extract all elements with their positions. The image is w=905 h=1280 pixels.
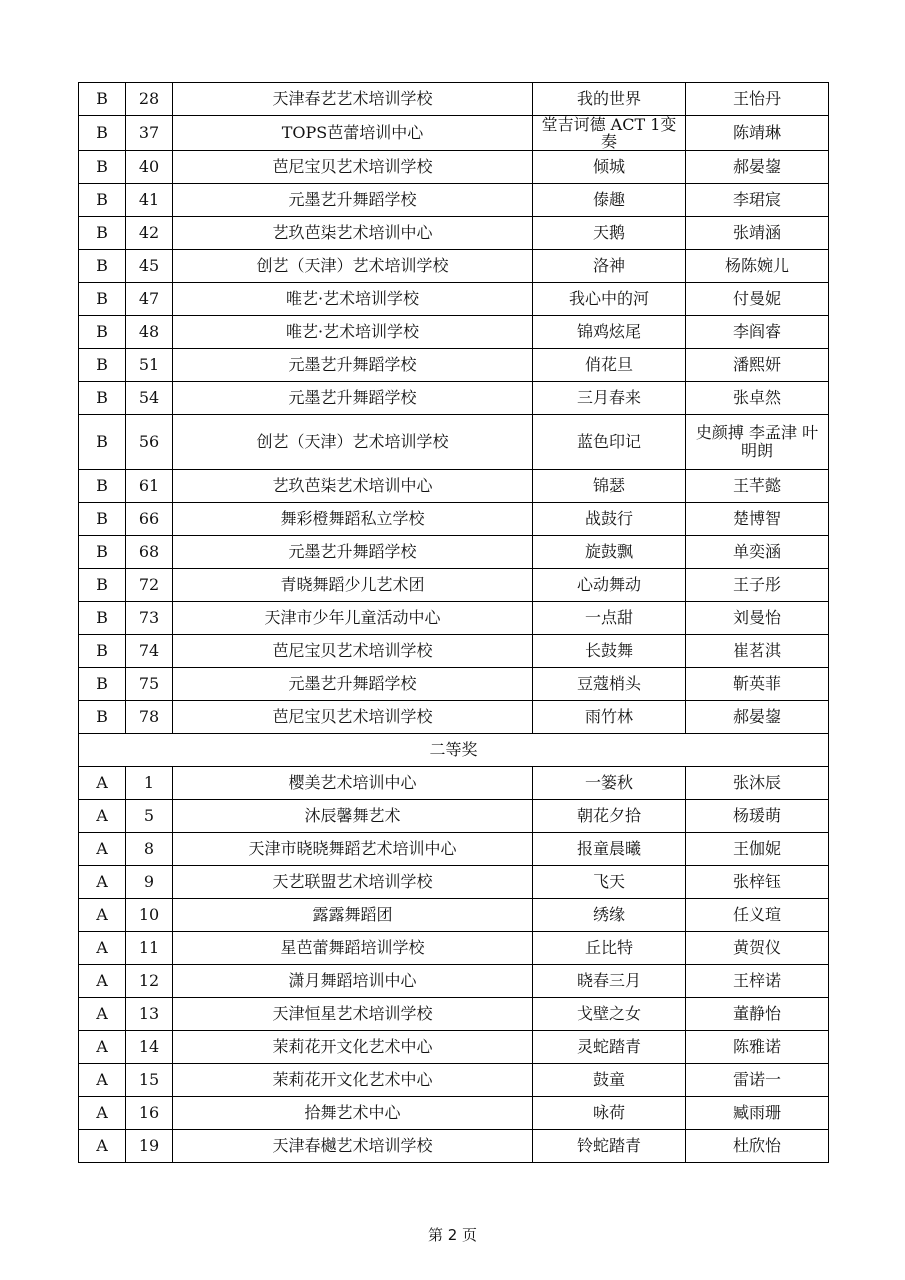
table-row — [79, 1130, 829, 1163]
number-cell: 19 — [126, 1130, 173, 1163]
school-cell: 天津市晓晓舞蹈艺术培训中心 — [173, 833, 533, 866]
participant-name-cell: 雷诺一 — [686, 1064, 829, 1097]
participant-name-cell: 杜欣怡 — [686, 1130, 829, 1163]
table-row — [79, 250, 829, 283]
work-title-cell: 咏荷 — [533, 1097, 686, 1130]
table-row — [79, 1064, 829, 1097]
participant-name-cell: 刘曼怡 — [686, 602, 829, 635]
work-title-cell: 堂吉诃德 ACT 1变奏 — [533, 116, 686, 151]
table-row — [79, 899, 829, 932]
school-cell: 星芭蕾舞蹈培训学校 — [173, 932, 533, 965]
number-cell: 72 — [126, 569, 173, 602]
number-cell: 37 — [126, 116, 173, 151]
level-cell: B — [79, 250, 126, 283]
participant-name-cell: 付曼妮 — [686, 283, 829, 316]
work-title-cell: 傣趣 — [533, 184, 686, 217]
table-row — [79, 470, 829, 503]
table-row — [79, 965, 829, 998]
table-row — [79, 866, 829, 899]
participant-name-cell: 王怡丹 — [686, 83, 829, 116]
award-table-body — [79, 83, 829, 1163]
participant-name-cell: 王芊懿 — [686, 470, 829, 503]
school-cell: 舞彩橙舞蹈私立学校 — [173, 503, 533, 536]
school-cell: 艺玖芭柒艺术培训中心 — [173, 470, 533, 503]
level-cell: A — [79, 932, 126, 965]
level-cell: B — [79, 701, 126, 734]
participant-name-cell: 杨陈婉儿 — [686, 250, 829, 283]
number-cell: 45 — [126, 250, 173, 283]
number-cell: 56 — [126, 415, 173, 470]
work-title-cell: 戈壁之女 — [533, 998, 686, 1031]
participant-name-cell: 张梓钰 — [686, 866, 829, 899]
table-row — [79, 635, 829, 668]
work-title-cell: 绣缘 — [533, 899, 686, 932]
table-row — [79, 151, 829, 184]
participant-name-cell: 单奕涵 — [686, 536, 829, 569]
number-cell: 54 — [126, 382, 173, 415]
number-cell: 40 — [126, 151, 173, 184]
school-cell: 天津恒星艺术培训学校 — [173, 998, 533, 1031]
participant-name-cell: 臧雨珊 — [686, 1097, 829, 1130]
school-cell: 天津春艺艺术培训学校 — [173, 83, 533, 116]
level-cell: A — [79, 965, 126, 998]
level-cell: B — [79, 116, 126, 151]
number-cell: 73 — [126, 602, 173, 635]
award-table — [78, 82, 829, 1163]
level-cell: B — [79, 635, 126, 668]
school-cell: 创艺（天津）艺术培训学校 — [173, 415, 533, 470]
school-cell: 青晓舞蹈少儿艺术团 — [173, 569, 533, 602]
work-title-cell: 洛神 — [533, 250, 686, 283]
number-cell: 8 — [126, 833, 173, 866]
table-row — [79, 415, 829, 470]
table-row — [79, 767, 829, 800]
level-cell: B — [79, 415, 126, 470]
level-cell: B — [79, 470, 126, 503]
participant-name-cell: 王子彤 — [686, 569, 829, 602]
section-row — [79, 734, 829, 767]
number-cell: 51 — [126, 349, 173, 382]
number-cell: 61 — [126, 470, 173, 503]
work-title-cell: 报童晨曦 — [533, 833, 686, 866]
work-title-cell: 天鹅 — [533, 217, 686, 250]
number-cell: 15 — [126, 1064, 173, 1097]
level-cell: B — [79, 83, 126, 116]
school-cell: 拾舞艺术中心 — [173, 1097, 533, 1130]
work-title-cell: 长鼓舞 — [533, 635, 686, 668]
page-number: 第 2 页 — [427, 1226, 478, 1244]
participant-name-cell: 史颜搏 李孟津 叶明朗 — [686, 415, 829, 470]
number-cell: 66 — [126, 503, 173, 536]
work-title-cell: 俏花旦 — [533, 349, 686, 382]
table-row — [79, 1031, 829, 1064]
number-cell: 12 — [126, 965, 173, 998]
work-title-cell: 三月春来 — [533, 382, 686, 415]
level-cell: A — [79, 1064, 126, 1097]
work-title-cell: 一篓秋 — [533, 767, 686, 800]
table-row — [79, 833, 829, 866]
school-cell: 元墨艺升舞蹈学校 — [173, 382, 533, 415]
school-cell: TOPS芭蕾培训中心 — [173, 116, 533, 151]
work-title-cell: 晓春三月 — [533, 965, 686, 998]
school-cell: 元墨艺升舞蹈学校 — [173, 668, 533, 701]
participant-name-cell: 杨瑗萌 — [686, 800, 829, 833]
number-cell: 68 — [126, 536, 173, 569]
level-cell: A — [79, 899, 126, 932]
participant-name-cell: 王伽妮 — [686, 833, 829, 866]
number-cell: 78 — [126, 701, 173, 734]
number-cell: 9 — [126, 866, 173, 899]
participant-name-cell: 靳英菲 — [686, 668, 829, 701]
level-cell: A — [79, 1031, 126, 1064]
participant-name-cell: 李阎睿 — [686, 316, 829, 349]
table-row — [79, 569, 829, 602]
school-cell: 天艺联盟艺术培训学校 — [173, 866, 533, 899]
school-cell: 元墨艺升舞蹈学校 — [173, 536, 533, 569]
school-cell: 樱美艺术培训中心 — [173, 767, 533, 800]
table-row — [79, 184, 829, 217]
table-row — [79, 1097, 829, 1130]
level-cell: A — [79, 866, 126, 899]
work-title-cell: 铃蛇踏青 — [533, 1130, 686, 1163]
participant-name-cell: 崔茗淇 — [686, 635, 829, 668]
level-cell: B — [79, 536, 126, 569]
level-cell: B — [79, 569, 126, 602]
level-cell: B — [79, 316, 126, 349]
level-cell: B — [79, 503, 126, 536]
level-cell: A — [79, 1097, 126, 1130]
number-cell: 42 — [126, 217, 173, 250]
school-cell: 元墨艺升舞蹈学校 — [173, 349, 533, 382]
level-cell: B — [79, 668, 126, 701]
work-title-cell: 朝花夕拾 — [533, 800, 686, 833]
work-title-cell: 我心中的河 — [533, 283, 686, 316]
school-cell: 芭尼宝贝艺术培训学校 — [173, 701, 533, 734]
level-cell: B — [79, 602, 126, 635]
participant-name-cell: 张靖涵 — [686, 217, 829, 250]
level-cell: B — [79, 184, 126, 217]
participant-name-cell: 张沐辰 — [686, 767, 829, 800]
work-title-cell: 心动舞动 — [533, 569, 686, 602]
level-cell: A — [79, 998, 126, 1031]
level-cell: A — [79, 800, 126, 833]
work-title-cell: 灵蛇踏青 — [533, 1031, 686, 1064]
participant-name-cell: 任义瑄 — [686, 899, 829, 932]
number-cell: 48 — [126, 316, 173, 349]
table-row — [79, 602, 829, 635]
section-title: 二等奖 — [79, 734, 829, 767]
participant-name-cell: 郝晏鋆 — [686, 701, 829, 734]
work-title-cell: 一点甜 — [533, 602, 686, 635]
table-row — [79, 536, 829, 569]
number-cell: 47 — [126, 283, 173, 316]
school-cell: 潇月舞蹈培训中心 — [173, 965, 533, 998]
table-row — [79, 668, 829, 701]
level-cell: A — [79, 833, 126, 866]
table-row — [79, 503, 829, 536]
school-cell: 沐辰馨舞艺术 — [173, 800, 533, 833]
level-cell: B — [79, 151, 126, 184]
participant-name-cell: 陈雅诺 — [686, 1031, 829, 1064]
level-cell: A — [79, 767, 126, 800]
participant-name-cell: 郝晏鋆 — [686, 151, 829, 184]
school-cell: 茉莉花开文化艺术中心 — [173, 1031, 533, 1064]
participant-name-cell: 楚博智 — [686, 503, 829, 536]
school-cell: 元墨艺升舞蹈学校 — [173, 184, 533, 217]
work-title-cell: 蓝色印记 — [533, 415, 686, 470]
level-cell: B — [79, 283, 126, 316]
table-row — [79, 83, 829, 116]
work-title-cell: 飞天 — [533, 866, 686, 899]
work-title-cell: 倾城 — [533, 151, 686, 184]
number-cell: 14 — [126, 1031, 173, 1064]
number-cell: 16 — [126, 1097, 173, 1130]
table-row — [79, 316, 829, 349]
work-title-cell: 丘比特 — [533, 932, 686, 965]
participant-name-cell: 张卓然 — [686, 382, 829, 415]
number-cell: 11 — [126, 932, 173, 965]
work-title-cell: 鼓童 — [533, 1064, 686, 1097]
participant-name-cell: 黄贺仪 — [686, 932, 829, 965]
work-title-cell: 锦鸡炫尾 — [533, 316, 686, 349]
participant-name-cell: 潘熙妍 — [686, 349, 829, 382]
school-cell: 天津春樾艺术培训学校 — [173, 1130, 533, 1163]
work-title-cell: 雨竹林 — [533, 701, 686, 734]
number-cell: 75 — [126, 668, 173, 701]
work-title-cell: 豆蔻梢头 — [533, 668, 686, 701]
school-cell: 艺玖芭柒艺术培训中心 — [173, 217, 533, 250]
participant-name-cell: 李珺宸 — [686, 184, 829, 217]
work-title-cell: 我的世界 — [533, 83, 686, 116]
level-cell: B — [79, 217, 126, 250]
table-row — [79, 382, 829, 415]
table-row — [79, 349, 829, 382]
school-cell: 茉莉花开文化艺术中心 — [173, 1064, 533, 1097]
number-cell: 41 — [126, 184, 173, 217]
work-title-cell: 战鼓行 — [533, 503, 686, 536]
school-cell: 露露舞蹈团 — [173, 899, 533, 932]
number-cell: 5 — [126, 800, 173, 833]
table-row — [79, 116, 829, 151]
number-cell: 74 — [126, 635, 173, 668]
number-cell: 28 — [126, 83, 173, 116]
level-cell: B — [79, 382, 126, 415]
work-title-cell: 旋鼓飘 — [533, 536, 686, 569]
school-cell: 芭尼宝贝艺术培训学校 — [173, 635, 533, 668]
school-cell: 创艺（天津）艺术培训学校 — [173, 250, 533, 283]
table-row — [79, 283, 829, 316]
work-title-cell: 锦瑟 — [533, 470, 686, 503]
table-row — [79, 701, 829, 734]
participant-name-cell: 王梓诺 — [686, 965, 829, 998]
school-cell: 唯艺·艺术培训学校 — [173, 316, 533, 349]
number-cell: 13 — [126, 998, 173, 1031]
level-cell: A — [79, 1130, 126, 1163]
level-cell: B — [79, 349, 126, 382]
school-cell: 天津市少年儿童活动中心 — [173, 602, 533, 635]
number-cell: 1 — [126, 767, 173, 800]
school-cell: 唯艺·艺术培训学校 — [173, 283, 533, 316]
table-row — [79, 998, 829, 1031]
table-row — [79, 932, 829, 965]
table-row — [79, 217, 829, 250]
participant-name-cell: 董静怡 — [686, 998, 829, 1031]
number-cell: 10 — [126, 899, 173, 932]
participant-name-cell: 陈靖琳 — [686, 116, 829, 151]
table-row — [79, 800, 829, 833]
school-cell: 芭尼宝贝艺术培训学校 — [173, 151, 533, 184]
